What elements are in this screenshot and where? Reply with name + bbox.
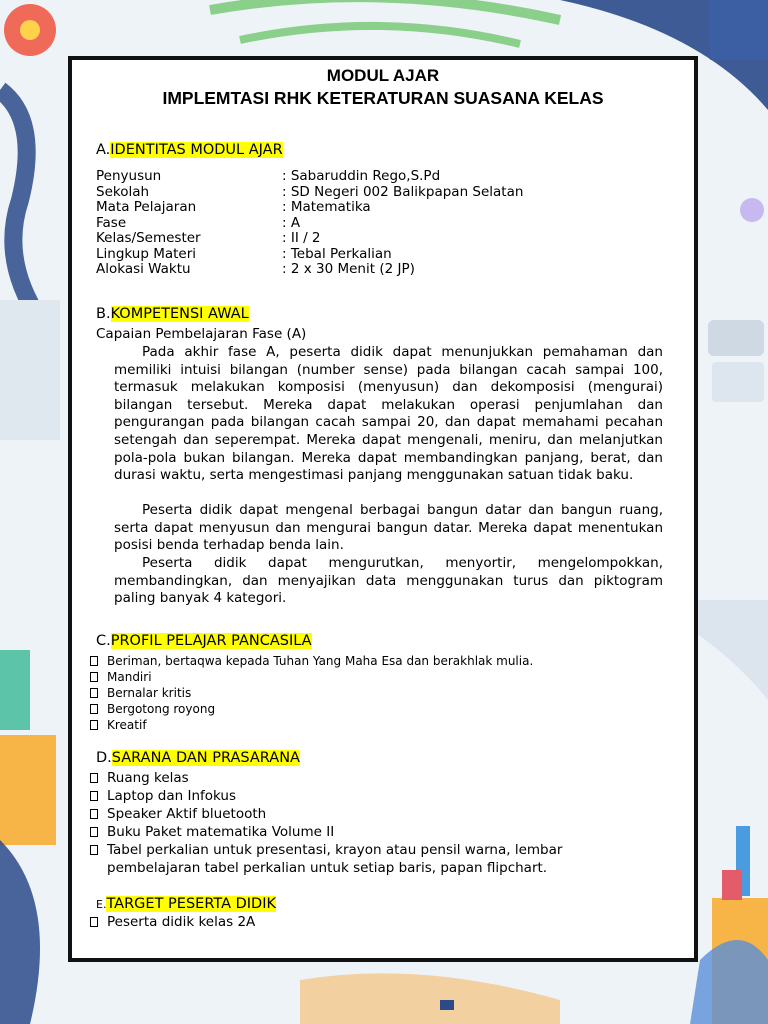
identity-row: Sekolah : SD Negeri 002 Balikpapan Selatan xyxy=(96,183,524,200)
checkbox-glyph-icon xyxy=(90,720,98,730)
list-item: Buku Paket matematika Volume II xyxy=(90,824,607,842)
identity-row: Kelas/Semester : II / 2 xyxy=(96,230,321,246)
checkbox-glyph-icon xyxy=(90,656,98,666)
section-b-heading xyxy=(96,306,249,322)
checkbox-glyph-icon xyxy=(90,688,98,698)
identity-row: Penyusun : Sabaruddin Rego,S.Pd xyxy=(96,168,441,184)
checkbox-glyph-icon xyxy=(90,845,98,855)
list-item: Laptop dan Infokus xyxy=(90,788,607,806)
paragraph: Pada akhir fase A, peserta didik dapat menunjukkan pemahaman dan memiliki intuisi bilangan (number sense) pada bilangan cacah sampai 100, termasuk melakukan komposisi (menyusun) dan dekomposisi (mengurai) bilangan tersebut. Mereka dapat melakukan operasi penjumlahan dan pengurangan pada bilangan cacah sampai 20, dan dapat memahami pecahan setengah dan seperempat. Mereka dapat mengenali, meniru, dan melanjutkan pola-pola bukan bilangan. Mereka dapat membandingkan panjang, berat, dan durasi waktu, serta mengestimasi panjang menggunakan satuan tidak baku. xyxy=(114,344,663,484)
list-item: Peserta didik kelas 2A xyxy=(90,914,607,932)
section-a-title: IDENTITAS MODUL AJAR xyxy=(110,142,283,158)
identity-row: Lingkup Materi : Tebal Perkalian xyxy=(96,245,392,262)
section-e-title: TARGET PESERTA DIDIK xyxy=(106,896,276,912)
section-c-letter: C. xyxy=(96,633,111,649)
list-item: Kreatif xyxy=(90,718,147,732)
list-item: Ruang kelas xyxy=(90,770,607,788)
document-subtitle: IMPLEMTASI RHK KETERATURAN SUASANA KELAS xyxy=(162,88,604,108)
list-item: Bergotong royong xyxy=(90,702,215,716)
section-d-letter: D. xyxy=(96,750,112,766)
section-b-title: KOMPETENSI AWAL xyxy=(110,306,249,322)
section-e-heading xyxy=(96,896,276,912)
checkbox-glyph-icon xyxy=(90,773,98,783)
section-b-subheading: Capaian Pembelajaran Fase (A) xyxy=(96,326,307,342)
identity-row: Fase : A xyxy=(96,214,301,231)
list-item: Mandiri xyxy=(90,670,152,684)
section-a-letter: A. xyxy=(96,142,111,158)
list-item: Speaker Aktif bluetooth xyxy=(90,806,607,824)
section-c-heading xyxy=(96,633,312,649)
section-d-title: SARANA DAN PRASARANA xyxy=(111,750,300,766)
paragraph: Peserta didik dapat mengurutkan, menyortir, mengelompokkan, membandingkan, dan menyajikan data menggunakan turus dan piktogram paling banyak 4 kategori. xyxy=(114,555,663,607)
identity-row: Alokasi Waktu : 2 x 30 Menit (2 JP) xyxy=(96,261,415,277)
list-item: Beriman, bertaqwa kepada Tuhan Yang Maha Esa dan berakhlak mulia. xyxy=(90,654,533,668)
checkbox-glyph-icon xyxy=(90,917,98,927)
identity-row: Mata Pelajaran : Matematika xyxy=(96,199,371,215)
section-c-title: PROFIL PELAJAR PANCASILA xyxy=(110,633,312,649)
list-item: Tabel perkalian untuk presentasi, krayon atau pensil warna, lembar pembelajaran tabel perkalian untuk setiap baris, papan flipchart. xyxy=(90,842,607,877)
paragraph: Peserta didik dapat mengenal berbagai bangun datar dan bangun ruang, serta dapat menyusun dan mengurai bangun datar. Mereka dapat menentukan posisi benda terhadap benda lain. xyxy=(114,502,663,554)
document-page xyxy=(68,56,698,962)
checkbox-glyph-icon xyxy=(90,809,98,819)
checkbox-glyph-icon xyxy=(90,704,98,714)
section-a-heading xyxy=(96,142,283,158)
checkbox-glyph-icon xyxy=(90,791,98,801)
checkbox-glyph-icon xyxy=(90,827,98,837)
list-item: Bernalar kritis xyxy=(90,686,191,700)
document-title: MODUL AJAR xyxy=(326,66,440,85)
section-d-heading xyxy=(96,750,300,766)
checkbox-glyph-icon xyxy=(90,672,98,682)
section-e-letter: E. xyxy=(96,898,107,911)
section-b-letter: B. xyxy=(96,306,111,322)
